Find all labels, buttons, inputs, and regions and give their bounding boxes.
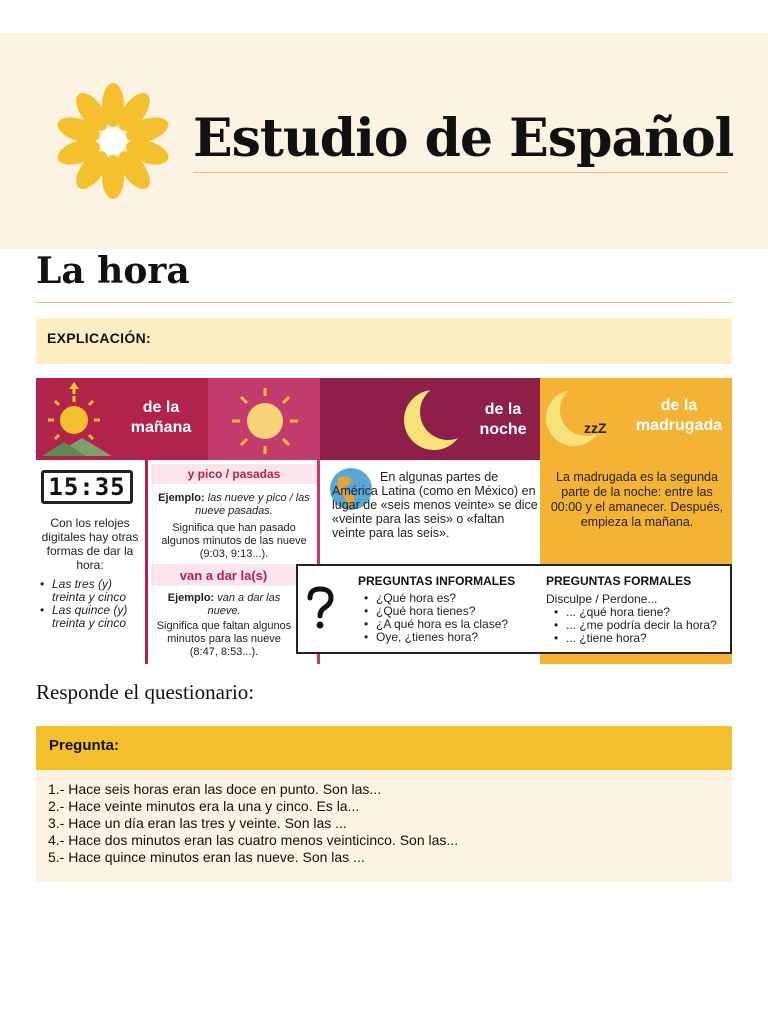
digital-text: Con los relojes digitales hay otras formas de dar la hora: [41,516,139,572]
formales-list [554,606,732,645]
informal-question: • Oye, ¿tienes hora? [364,631,544,644]
informales-heading: PREGUNTAS INFORMALES [358,574,516,588]
flower-logo-icon [50,83,176,199]
band-noche-label: de la noche [479,401,527,438]
time-infographic [36,378,732,664]
question-label: Pregunta: [49,737,120,754]
question-item: 4.- Hace dos minutos eran las cuatro menos veinticinco. Son las... [48,832,459,848]
sleeping-moon-icon [546,388,606,450]
digital-clock: 15:35 [41,470,133,504]
questions-box [296,564,732,654]
van-a-dar-meaning: Significa que faltan algunos minutos para las nueve (8:47, 8:53...). [156,620,292,658]
sun-icon [230,386,300,456]
formal-question: • ... ¿tiene hora? [554,632,732,645]
digital-item: • Las tres (y) treinta y cinco [40,578,144,604]
question-list [48,781,458,866]
band-tarde [208,378,320,460]
informales-list [364,592,544,644]
formales-heading: PREGUNTAS FORMALES [546,574,692,588]
question-item: 1.- Hace seis horas eran las doce en punto. Son las... [48,781,382,797]
section-divider [36,302,732,303]
pasadas-meaning: Significa que han pasado algunos minutos de las nueve (9:03, 9:13...). [161,522,307,560]
quiz-intro: Responde el questionario: [36,680,255,704]
moon-icon [402,388,466,452]
van-a-dar-heading: van a dar la(s) [179,568,268,583]
question-mark-icon [304,586,336,630]
pasadas-heading: y pico / pasadas [187,467,281,481]
pasadas-example: Ejemplo: las nueve y pico / las nueve pasadas. [158,492,310,517]
section-title: La hora [36,250,190,292]
digital-item: • Las quince (y) treinta y cinco [40,604,144,630]
sunrise-icon [42,382,112,456]
band-madrugada-label: de la madrugada [635,397,723,434]
zzz-text: zzZ [584,420,607,436]
formal-question: • ... ¿me podría decir la hora? [554,619,732,632]
title-divider [193,172,728,173]
band-madrugada [540,378,732,460]
question-item: 5.- Hace quince minutos eran las nueve. Son las ... [48,849,365,865]
informal-question: • ¿Qué hora tienes? [364,605,544,618]
page-title: Estudio de Español [193,108,734,169]
question-item: 3.- Hace un día eran las tres y veinte. Son las ... [48,815,347,831]
digital-list [40,578,144,630]
van-a-dar-example: Ejemplo: van a dar las nueve. [167,592,281,617]
explanation-label: EXPLICACIÓN: [47,330,151,346]
informal-question: • ¿Qué hora es? [364,592,544,605]
band-manana-label: de la mañana [130,399,192,436]
madrugada-text: La madrugada es la segunda parte de la noche: entre las 00:00 y el amanecer. Después, empieza la mañana. [550,470,724,529]
formal-question: • ... ¿qué hora tiene? [554,606,732,619]
formales-intro: Disculpe / Perdone... [546,592,658,606]
question-header-bar [36,726,732,770]
band-manana [36,378,208,460]
informal-question: • ¿A qué hora es la clase? [364,618,544,631]
question-item: 2.- Hace veinte minutos era la una y cinco. Es la... [48,798,360,814]
latam-text: En algunas partes de América Latina (como en México) en lugar de «seis menos veinte» se dice «veinte para las seis» o «faltan veinte para las seis». [332,470,538,540]
